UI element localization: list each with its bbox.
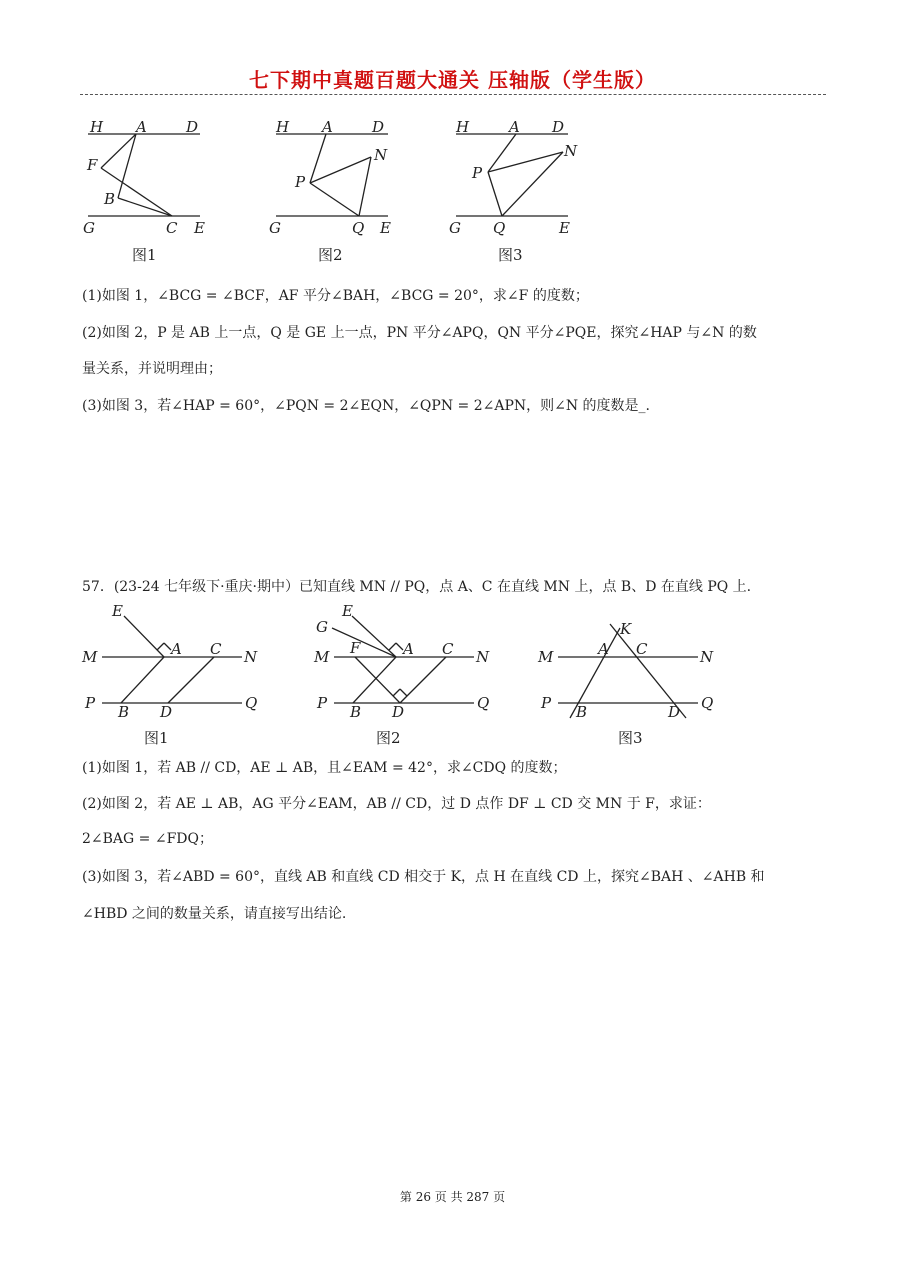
label-Q: Q — [701, 694, 714, 712]
label-C: C — [210, 640, 222, 658]
label-N: N — [244, 648, 258, 666]
label-A: A — [509, 118, 520, 136]
p56-question-3: (3)如图 3，若∠HAP = 60°，∠PQN = 2∠EQN，∠QPN = 2∠APN，则∠N 的度数是_. — [82, 398, 651, 414]
label-B: B — [104, 190, 116, 208]
label-P: P — [85, 694, 96, 712]
label-D: D — [392, 703, 405, 721]
right-angle-d2 — [400, 689, 407, 696]
label-E: E — [342, 602, 353, 620]
label-H: H — [456, 118, 470, 136]
p57-question-2-cont: 2∠BAG = ∠FDQ； — [82, 831, 213, 847]
header-divider — [80, 94, 826, 95]
seg-AB — [353, 657, 396, 703]
label-E: E — [559, 219, 570, 237]
label-A: A — [322, 118, 333, 136]
p56-question-2-cont: 量关系，并说明理由； — [82, 361, 222, 377]
label-A: A — [136, 118, 147, 136]
seg-AP — [310, 134, 326, 183]
label-G: G — [269, 219, 281, 237]
seg-PN — [488, 152, 563, 172]
p57-question-3-cont: ∠HBD 之间的数量关系，请直接写出结论. — [82, 906, 347, 922]
label-P: P — [317, 694, 328, 712]
label-B: B — [118, 703, 130, 721]
seg-PQ — [488, 172, 502, 216]
seg-NQ — [502, 152, 563, 216]
seg-PQ — [310, 183, 359, 216]
label-A: A — [171, 640, 182, 658]
seg-NQ — [359, 157, 371, 216]
seg-CD — [168, 657, 214, 703]
p57-question-2: (2)如图 2，若 AE ⊥ AB，AG 平分∠EAM，AB // CD，过 D 点作 DF ⊥ CD 交 MN 于 F，求证： — [82, 796, 711, 812]
p56-figure-3 — [446, 112, 586, 237]
seg-PN — [310, 157, 371, 183]
label-P: P — [295, 173, 306, 191]
label-D: D — [668, 703, 681, 721]
label-M: M — [82, 648, 98, 666]
label-G: G — [83, 219, 95, 237]
seg-GA — [332, 628, 396, 657]
p57-figure-2-caption: 图2 — [376, 729, 401, 747]
p56-figure-1 — [78, 112, 218, 237]
p57-stem: 57．(23-24 七年级下·重庆·期中）已知直线 MN // PQ，点 A、C 在直线 MN 上，点 B、D 在直线 PQ 上. — [82, 579, 752, 595]
page-number: 第 26 页 共 287 页 — [399, 1190, 506, 1204]
right-angle-a2 — [396, 643, 403, 650]
label-M: M — [538, 648, 554, 666]
p56-question-1: (1)如图 1，∠BCG = ∠BCF，AF 平分∠BAH，∠BCG = 20°，求∠F 的度数； — [82, 288, 589, 304]
label-N: N — [564, 142, 578, 160]
seg-EA — [124, 616, 164, 657]
seg-BC — [118, 198, 172, 216]
label-D: D — [160, 703, 173, 721]
label-N: N — [476, 648, 490, 666]
label-H: H — [276, 118, 290, 136]
label-F: F — [350, 639, 361, 657]
label-B: B — [576, 703, 588, 721]
label-E: E — [194, 219, 205, 237]
label-N: N — [700, 648, 714, 666]
label-C: C — [442, 640, 454, 658]
right-angle-d1 — [393, 689, 400, 696]
seg-AB — [121, 657, 164, 703]
label-E: E — [380, 219, 391, 237]
label-A: A — [598, 640, 609, 658]
label-P: P — [541, 694, 552, 712]
p56-figure-2-caption: 图2 — [318, 246, 343, 264]
p56-figure-1-caption: 图1 — [132, 246, 157, 264]
p56-question-2: (2)如图 2，P 是 AB 上一点，Q 是 GE 上一点，PN 平分∠APQ，QN 平分∠PQE，探究∠HAP 与∠N 的数 — [82, 325, 757, 341]
label-D: D — [552, 118, 565, 136]
label-P: P — [472, 164, 483, 182]
label-B: B — [350, 703, 362, 721]
p57-question-1: (1)如图 1，若 AB // CD，AE ⊥ AB，且∠EAM = 42°，求∠CDQ 的度数； — [82, 760, 567, 776]
label-Q: Q — [493, 219, 506, 237]
p57-figure-1 — [80, 600, 280, 725]
label-A: A — [403, 640, 414, 658]
p57-question-3: (3)如图 3，若∠ABD = 60°，直线 AB 和直线 CD 相交于 K，点 H 在直线 CD 上，探究∠BAH 、∠AHB 和 — [82, 869, 765, 885]
label-C: C — [636, 640, 648, 658]
label-D: D — [186, 118, 199, 136]
label-D: D — [372, 118, 385, 136]
right-angle-1 — [157, 643, 164, 650]
label-C: C — [166, 219, 178, 237]
p56-figure-2 — [266, 112, 406, 237]
label-M: M — [314, 648, 330, 666]
p57-figure-3 — [536, 600, 736, 725]
p57-figure-3-caption: 图3 — [618, 729, 643, 747]
label-G: G — [316, 618, 328, 636]
label-H: H — [90, 118, 104, 136]
p57-figure-2 — [312, 600, 512, 725]
label-Q: Q — [477, 694, 490, 712]
p57-figure-1-caption: 图1 — [144, 729, 169, 747]
label-Q: Q — [352, 219, 365, 237]
label-G: G — [449, 219, 461, 237]
label-E: E — [112, 602, 123, 620]
label-N: N — [374, 146, 388, 164]
page-header-title: 七下期中真题百题大通关 压轴版（学生版） — [249, 68, 656, 92]
label-F: F — [87, 156, 98, 174]
right-angle-2 — [164, 643, 171, 650]
label-Q: Q — [245, 694, 258, 712]
label-K: K — [620, 620, 632, 638]
p56-figure-3-caption: 图3 — [498, 246, 523, 264]
right-angle-a1 — [389, 643, 396, 650]
